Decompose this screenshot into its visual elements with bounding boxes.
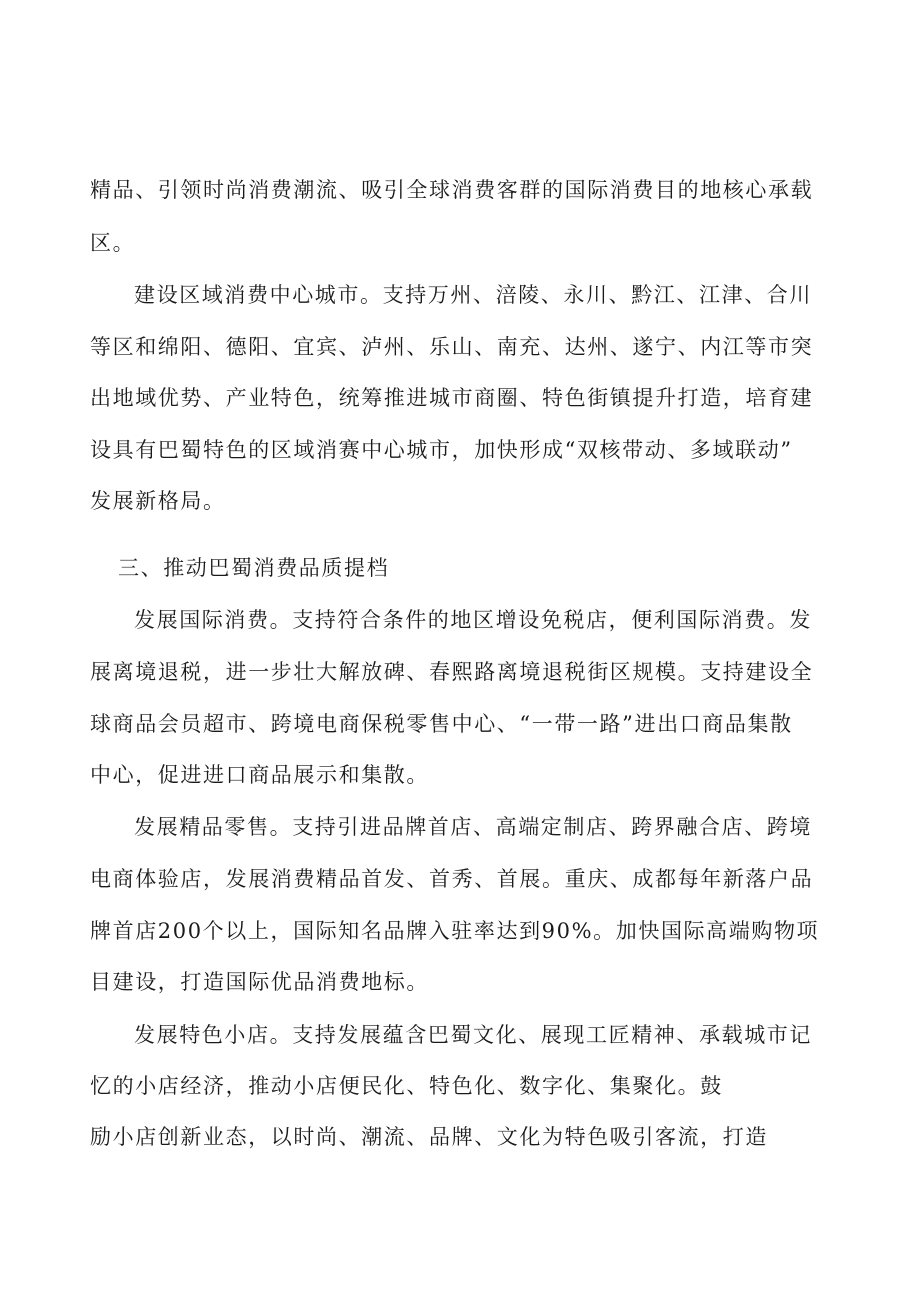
paragraph-line: 中心，促进进口商品展示和集散。 (90, 763, 429, 787)
paragraph-line: 发展国际消费。支持符合条件的地区增设免税店，便利国际消费。发 (134, 608, 812, 632)
paragraph-line: 牌首店200个以上，国际知名品牌入驻率达到90%。加快国际高端购物项 (90, 919, 820, 943)
paragraph-line: 出地域优势、产业特色，统筹推进城市商圈、特色街镇提升打造，培育建 (90, 386, 814, 410)
paragraph-line: 球商品会员超市、跨境电商保税零售中心、“一带一路”进出口商品集散 (90, 712, 793, 736)
paragraph-line: 区。 (90, 231, 136, 255)
paragraph-line: 发展新格局。 (90, 489, 226, 513)
paragraph-line: 忆的小店经济，推动小店便民化、特色化、数字化、集聚化。鼓 (90, 1074, 723, 1098)
paragraph-line: 发展精品零售。支持引进品牌首店、高端定制店、跨界融合店、跨境 (134, 815, 812, 839)
section-heading: 三、推动巴蜀消费品质提档 (118, 556, 390, 580)
paragraph-line: 发展特色小店。支持发展蕴含巴蜀文化、展现工匠精神、承载城市记 (134, 1023, 812, 1047)
paragraph-line: 建设区域消费中心城市。支持万州、涪陵、永川、黔江、江津、合川 (134, 283, 812, 307)
paragraph-line: 展离境退税，进一步壮大解放碑、春熙路离境退税街区规模。支持建设全 (90, 660, 814, 684)
paragraph-line: 电商体验店，发展消费精品首发、首秀、首展。重庆、成都每年新落户品 (90, 867, 814, 891)
paragraph-line: 精品、引领时尚消费潮流、吸引全球消费客群的国际消费目的地核心承载 (90, 178, 814, 202)
paragraph-line: 等区和绵阳、德阳、宜宾、泸州、乐山、南充、达州、遂宁、内江等市突 (90, 335, 814, 359)
paragraph-line: 励小店创新业态，以时尚、潮流、品牌、文化为特色吸引客流，打造 (90, 1125, 768, 1149)
paragraph-line: 设具有巴蜀特色的区域消赛中心城市，加快形成“双核带动、多域联动” (90, 438, 793, 462)
paragraph-line: 目建设，打造国际优品消费地标。 (90, 970, 429, 994)
